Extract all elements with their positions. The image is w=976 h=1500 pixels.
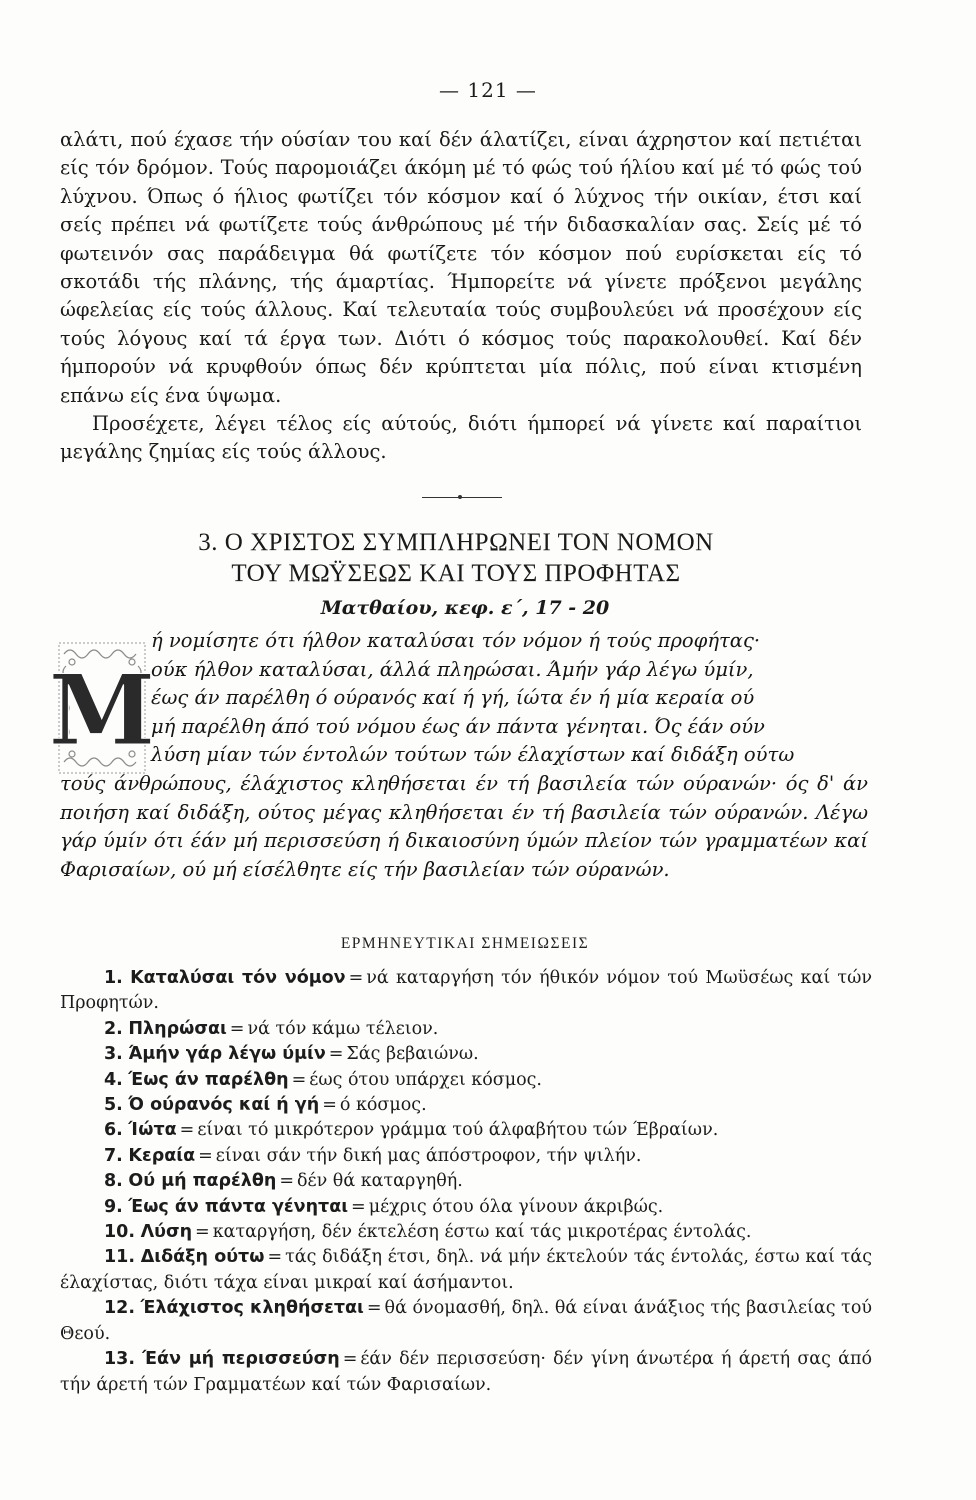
note-number: 9.: [104, 1196, 123, 1217]
note-term: Διδάξη ούτω: [140, 1247, 265, 1268]
note-item: 9. Έως άν πάντα γένηται = μέχρις ότου όλα γίνουν άκριβώς.: [104, 1196, 664, 1217]
section-heading-line: ΤΟΥ ΜΩΫΣΕΩΣ ΚΑΙ ΤΟΥΣ ΠΡΟΦΗΤΑΣ: [231, 560, 681, 587]
note-definition: καταργήση, δέν έκτελέση έστω καί τάς μικροτέρας έντολάς.: [212, 1222, 752, 1243]
note-term: Πληρώσαι: [128, 1018, 227, 1039]
note-number: 13.: [104, 1349, 136, 1370]
note-item: 12. Έλάχιστος κληθήσεται = θά όνομασθή, δηλ. θά είναι άνάξιος τής βασιλείας τού Θεού.: [60, 1298, 872, 1344]
note-number: 10.: [104, 1222, 136, 1243]
note-definition: είναι σάν τήν δική μας άπόστροφον, τήν ψιλήν.: [215, 1145, 642, 1166]
gospel-line: έως άν παρέλθη ό ούρανός καί ή γή, ίώτα έν ή μία κεραία ού: [151, 686, 755, 710]
intro-paragraph: αλάτι, πού έχασε τήν ούσίαν του καί δέν άλατίζει, είναι άχρηστον καί πετιέται είς τόν δρόμον. Τούς παρομοιάζει άκόμη μέ τό φώς τού ήλίου καί μέ τό φώς τού λύχνου. Όπως ό ήλιος φωτίζει τόν κόσμον καί ό λύχνος τήν οικίαν, έτσι καί σείς πρέπει νά φωτίζετε τούς άνθρώπους μέ τήν διδασκαλίαν σας. Σείς μέ τό φωτεινόν σας παράδειγμα θά φωτίζετε τόν κόσμον πού ευρίσκεται είς τό σκοτάδι τής πλάνης, τής άμαρτίας. Ήμπορείτε νά γίνετε πρόξενοι μεγάλης ώφελείας είς τούς άλλους. Καί τελευταία τούς συμβουλεύει νά προσέχουν είς τούς λόγους καί τά έργα των. Διότι ό κόσμος τούς παρακολουθεί. Καί δέν ήμπορούν νά κρυφθούν όπως δέν κρύπτεται μία πόλις, πού είναι κτισμένη επάνω είς ένα ύψωμα.: [60, 128, 862, 407]
note-number: 1.: [104, 968, 123, 988]
intro-text: [60, 126, 862, 467]
note-term: Ού μή παρέλθη: [128, 1171, 277, 1192]
notes-list: [60, 966, 872, 1398]
gospel-line: μή παρέλθη άπό τού νόμου έως άν πάντα γένηται. Ός έάν ούν: [151, 714, 765, 738]
note-term: Έλάχιστος κληθήσεται: [140, 1298, 364, 1319]
note-definition: τάς διδάξη έτσι, δηλ. νά μήν έκτελούν τάς έντολάς, έστω καί τάς έλαχίστας, διότι τάχα είναι μικραί καί άσήμαντοι.: [60, 1247, 872, 1293]
note-term: Έως άν παρέλθη: [128, 1069, 289, 1090]
note-item: 8. Ού μή παρέλθη = δέν θά καταργηθή.: [104, 1171, 463, 1192]
note-number: 8.: [104, 1171, 123, 1192]
note-item: 3. Άμήν γάρ λέγω ύμίν = Σάς βεβαιώνω.: [104, 1044, 479, 1065]
note-item: 11. Διδάξη ούτω = τάς διδάξη έτσι, δηλ. νά μήν έκτελούν τάς έντολάς, έστω καί τάς έλαχίστας, διότι τάχα είναι μικραί καί άσήμαντοι.: [60, 1247, 872, 1293]
gospel-text-opening: [151, 627, 863, 770]
section-separator: [422, 497, 502, 500]
note-item: 10. Λύση = καταργήση, δέν έκτελέση έστω καί τάς μικροτέρας έντολάς.: [104, 1222, 752, 1243]
note-definition: έως ότου υπάρχει κόσμος.: [309, 1069, 542, 1090]
note-number: 7.: [104, 1145, 123, 1166]
note-definition: νά καταργήση τόν ήθικόν νόμον τού Μωϋσέως καί τών Προφητών.: [60, 968, 872, 1014]
section-heading: [0, 527, 912, 589]
note-definition: νά τόν κάμω τέλειον.: [247, 1018, 439, 1039]
note-definition: δέν θά καταργηθή.: [296, 1171, 463, 1192]
ornamental-drop-cap: [48, 642, 156, 774]
gospel-line: ούκ ήλθον καταλύσαι, άλλά πληρώσαι. Άμήν γάρ λέγω ύμίν,: [151, 657, 754, 681]
note-item: 5. Ό ούρανός καί ή γή = ό κόσμος.: [104, 1095, 427, 1116]
note-number: 11.: [104, 1247, 136, 1268]
note-number: 3.: [104, 1044, 123, 1065]
note-number: 4.: [104, 1069, 123, 1090]
page-number: — 121 —: [439, 78, 537, 102]
scripture-reference: Ματθαίου, κεφ. ε΄, 17 - 20: [320, 597, 610, 619]
note-number: 5.: [104, 1095, 123, 1116]
note-item: 2. Πληρώσαι = νά τόν κάμω τέλειον.: [104, 1018, 439, 1039]
gospel-line: ή νομίσητε ότι ήλθον καταλύσαι τόν νόμον ή τούς προφήτας·: [151, 629, 761, 652]
note-definition: μέχρις ότου όλα γίνουν άκριβώς.: [368, 1196, 664, 1217]
note-definition: έάν δέν περισσεύση· δέν γίνη άνωτέρα ή άρετή σας άπό τήν άρετή τών Γραμματέων καί τών Φαρισαίων.: [60, 1349, 872, 1395]
note-item: 7. Κεραία = είναι σάν τήν δική μας άπόστροφον, τήν ψιλήν.: [104, 1145, 642, 1166]
gospel-paragraph: τούς άνθρώπους, έλάχιστος κληθήσεται έν τή βασιλεία τών ούρανών· ός δ' άν ποιήση καί διδάξη, ούτος μέγας κληθήσεται έν τή βασιλεία τών ούρανών. Λέγω γάρ ύμίν ότι έάν μή περισσεύση ή δικαιοσύνη ύμών πλείον τών γραμματέων καί Φαρισαίων, ού μή είσέλθητε είς τήν βασιλείαν τών ούρανών.: [60, 772, 868, 881]
note-definition: είναι τό μικρότερον γράμμα τού άλφαβήτου τών Έβραίων.: [197, 1120, 719, 1141]
note-term: Έως άν πάντα γένηται: [128, 1196, 349, 1217]
note-item: 1. Καταλύσαι τόν νόμον = νά καταργήση τόν ήθικόν νόμον τού Μωϋσέως καί τών Προφητών.: [60, 968, 872, 1014]
note-term: Ίώτα: [128, 1120, 177, 1141]
note-definition: ό κόσμος.: [339, 1095, 427, 1116]
note-item: 6. Ίώτα = είναι τό μικρότερον γράμμα τού άλφαβήτου τών Έβραίων.: [104, 1120, 719, 1141]
note-number: 6.: [104, 1120, 123, 1141]
gospel-line: λύση μίαν τών έντολών τούτων τών έλαχίστων καί διδάξη ούτω: [151, 743, 795, 767]
note-term: Καταλύσαι τόν νόμον: [130, 968, 346, 988]
note-term: Λύση: [140, 1222, 193, 1243]
gospel-text-continued: [60, 770, 868, 884]
note-term: Άμήν γάρ λέγω ύμίν: [128, 1044, 326, 1065]
note-term: Ό ούρανός καί ή γή: [128, 1095, 320, 1116]
note-number: 12.: [104, 1298, 136, 1319]
note-number: 2.: [104, 1018, 123, 1039]
note-term: Έάν μή περισσεύση: [142, 1349, 340, 1370]
intro-paragraph: Προσέχετε, λέγει τέλος είς αύτούς, διότι ήμπορεί νά γίνετε καί παραίτιοι μεγάλης ζημίας είς τούς άλλους.: [60, 412, 862, 464]
notes-title: ΕΡΜΗΝΕΥΤΙΚΑΙ ΣΗΜΕΙΩΣΕΙΣ: [340, 935, 590, 952]
drop-cap-letter: Μ: [48, 654, 156, 767]
note-item: 4. Έως άν παρέλθη = έως ότου υπάρχει κόσμος.: [104, 1069, 542, 1090]
note-term: Κεραία: [128, 1145, 196, 1166]
section-heading-line: 3. Ο ΧΡΙΣΤΟΣ ΣΥΜΠΛΗΡΩΝΕΙ ΤΟΝ ΝΟΜΟΝ: [198, 529, 714, 556]
note-item: 13. Έάν μή περισσεύση = έάν δέν περισσεύση· δέν γίνη άνωτέρα ή άρετή σας άπό τήν άρετή τών Γραμματέων καί τών Φαρισαίων.: [60, 1349, 872, 1395]
note-definition: Σάς βεβαιώνω.: [346, 1044, 479, 1065]
note-definition: θά όνομασθή, δηλ. θά είναι άνάξιος τής βασιλείας τού Θεού.: [60, 1298, 872, 1344]
